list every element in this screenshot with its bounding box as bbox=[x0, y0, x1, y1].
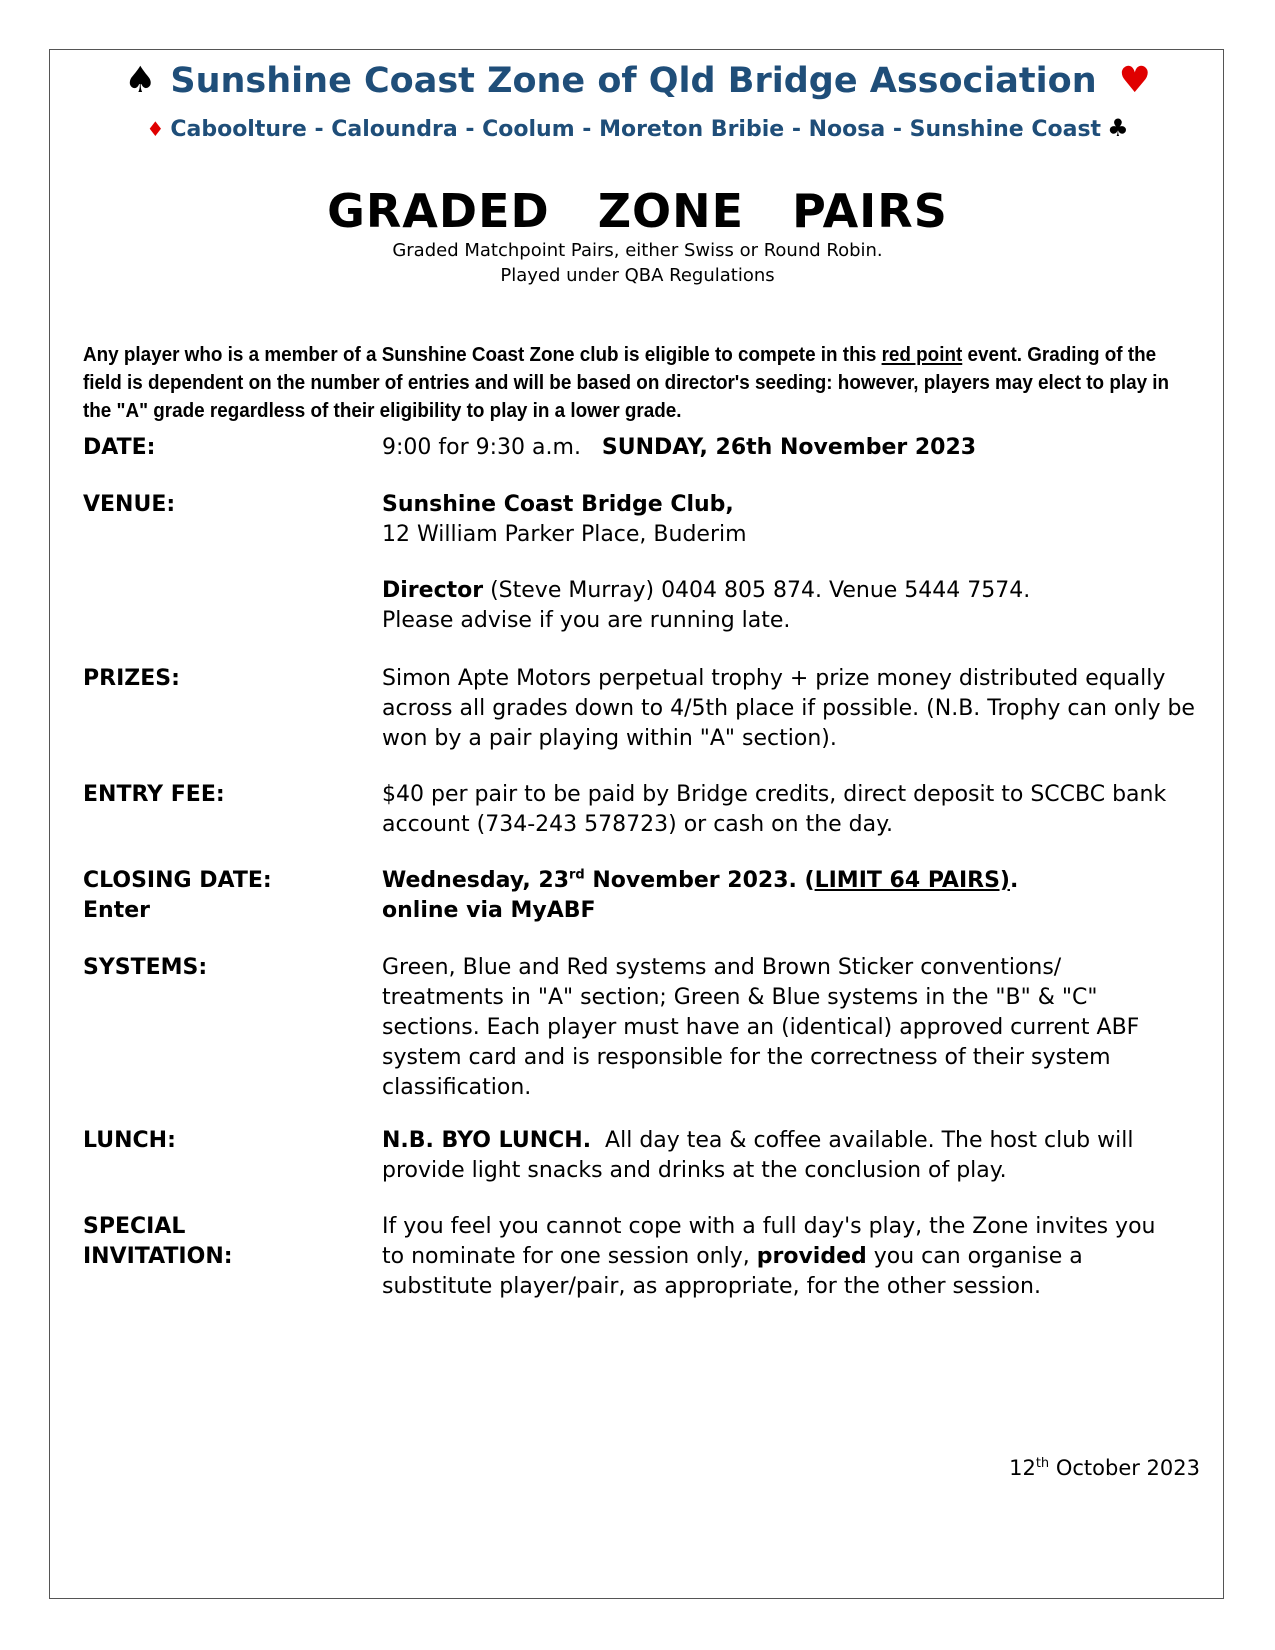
date-label: DATE: bbox=[83, 435, 156, 460]
special-label-2: INVITATION: bbox=[83, 1244, 233, 1269]
entry-fee-value: $40 per pair to be paid by Bridge credits, direct deposit to SCCBC bank account (734-243 578723) or cash on the day. bbox=[382, 782, 1167, 837]
systems-label: SYSTEMS: bbox=[83, 955, 208, 980]
closing-date-label bbox=[83, 866, 272, 926]
clubs-list: Caboolture - Caloundra - Coolum - Moreton Bribie - Noosa - Sunshine Coast bbox=[170, 117, 1102, 142]
diamond-icon: ♦ bbox=[146, 117, 165, 141]
eligibility-paragraph bbox=[83, 341, 1196, 425]
clubs-line bbox=[0, 114, 1275, 142]
org-header bbox=[0, 60, 1275, 101]
venue-label: VENUE: bbox=[83, 492, 176, 517]
lunch-value bbox=[382, 1126, 1212, 1186]
event-title bbox=[0, 184, 1275, 238]
special-invitation-label bbox=[83, 1212, 233, 1272]
date-time: 9:00 for 9:30 a.m. bbox=[382, 435, 581, 460]
closing-day-suffix: November 2023. ( bbox=[584, 868, 815, 893]
enter-label: Enter bbox=[83, 898, 150, 923]
event-subtitle-1: Graded Matchpoint Pairs, either Swiss or Round Robin. bbox=[392, 240, 883, 261]
event-subtitle-2: Played under QBA Regulations bbox=[500, 265, 775, 286]
lunch-text: All day tea & coffee available. The host club will provide light snacks and drinks at the conclusion of play. bbox=[382, 1128, 1141, 1183]
intro-text: Any player who is a member of a Sunshine Coast Zone club is eligible to compete in this bbox=[83, 343, 882, 366]
issue-day: 12 bbox=[1009, 1456, 1036, 1480]
closing-day: Wednesday, 23 bbox=[382, 868, 570, 893]
heart-icon: ♥ bbox=[1118, 60, 1151, 101]
date-value bbox=[382, 433, 1212, 463]
venue-value bbox=[382, 490, 1212, 550]
entry-limit: LIMIT 64 PAIRS) bbox=[814, 868, 1010, 893]
entry-fee-label: ENTRY FEE: bbox=[83, 782, 225, 807]
issue-day-sup: th bbox=[1035, 1456, 1050, 1471]
date-day: SUNDAY, 26th November 2023 bbox=[601, 435, 977, 460]
byo-lunch: N.B. BYO LUNCH. bbox=[382, 1128, 592, 1153]
prizes-value: Simon Apte Motors perpetual trophy + prize money distributed equally across all grades down to 4/5th place if possible. (N.B. Trophy can only be won by a pair playing within "A" section). bbox=[382, 666, 1195, 751]
special-text-2: you can organise a substitute player/pair, as appropriate, for the other session. bbox=[382, 1244, 1083, 1299]
special-text-1: If you feel you cannot cope with a full day's play, the Zone invites you to nominate for one session only, bbox=[382, 1214, 1156, 1269]
lunch-label: LUNCH: bbox=[83, 1128, 176, 1153]
late-note: Please advise if you are running late. bbox=[382, 608, 791, 633]
enter-online-link[interactable]: online via MyABF bbox=[382, 898, 596, 923]
intro-text-2: event. Grading of the field is dependent on the number of entries and will be based on director's seeding: however, players may elect to play in the "A" grade regardless of their eligibility to play in a lower grade. bbox=[83, 343, 1170, 422]
systems-value: Green, Blue and Red systems and Brown Sticker conventions/ treatments in "A" section; Green & Blue systems in the "B" & "C" sections. Each player must have an (identical) approved current ABF system card and is responsible for the correctness of their system classification. bbox=[382, 955, 1140, 1100]
issue-date bbox=[1009, 1456, 1200, 1480]
org-name: Sunshine Coast Zone of Qld Bridge Association bbox=[170, 61, 1097, 101]
closing-day-sup: rd bbox=[569, 867, 585, 883]
title-word: ZONE bbox=[597, 184, 745, 238]
venue-address: 12 William Parker Place, Buderim bbox=[382, 522, 747, 547]
director-info bbox=[382, 576, 1212, 636]
club-icon: ♣ bbox=[1107, 114, 1129, 142]
closing-date-label-text: CLOSING DATE: bbox=[83, 868, 272, 893]
special-label-1: SPECIAL bbox=[83, 1214, 186, 1239]
venue-name: Sunshine Coast Bridge Club, bbox=[382, 492, 734, 517]
spade-icon: ♠ bbox=[124, 60, 157, 101]
title-word: PAIRS bbox=[792, 184, 948, 238]
director-label: Director bbox=[382, 578, 484, 603]
issue-month-year: October 2023 bbox=[1049, 1456, 1200, 1480]
closing-end: . bbox=[1009, 868, 1019, 893]
director-text: (Steve Murray) 0404 805 874. Venue 5444 7574. bbox=[483, 578, 1031, 603]
special-invitation-value bbox=[382, 1212, 1162, 1302]
prizes-label: PRIZES: bbox=[83, 666, 180, 691]
title-word: GRADED bbox=[327, 184, 550, 238]
closing-date-value bbox=[382, 866, 1212, 926]
special-provided: provided bbox=[756, 1244, 867, 1269]
red-point-underlined: red point bbox=[881, 343, 963, 366]
